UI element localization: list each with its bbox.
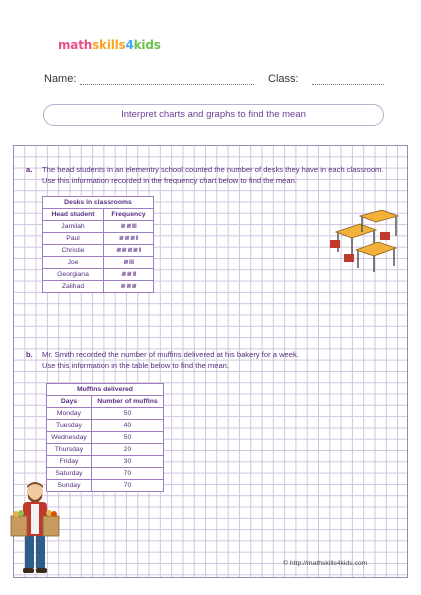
baker-icon (11, 482, 59, 573)
table-row (47, 468, 164, 480)
desk-icon (330, 210, 398, 272)
student-name: Georgiana (43, 269, 104, 281)
muffins-table-caption: Muffins delivered (47, 384, 164, 396)
classroom-desks-illustration (330, 210, 402, 272)
muffins-header-number: Number of muffins (91, 396, 163, 408)
student-name: Zalihad (43, 281, 104, 293)
desks-table-caption: Desks in classrooms (43, 197, 154, 209)
table-row (43, 221, 154, 233)
tally-marks: 𝍸 𝍸 IIII (104, 221, 154, 233)
student-name: Joe (43, 257, 104, 269)
copyright-footer: © http://mathskills4kids.com (283, 560, 368, 567)
muffin-count: 50 (91, 432, 163, 444)
day-name: Saturday (47, 468, 92, 480)
name-class-row (44, 73, 384, 89)
student-name: Paul (43, 233, 104, 245)
question-b (26, 349, 397, 372)
logo-part-kids: kids (133, 38, 161, 52)
question-a-line2: Use this information recorded in the frequency chart below to find the mean. (42, 176, 297, 186)
tally-marks: 𝍸 𝍸 𝍸 II (104, 233, 154, 245)
table-row (47, 420, 164, 432)
logo-part-4: 4 (125, 38, 134, 52)
desks-header-frequency: Frequency (104, 209, 154, 221)
tally-marks: 𝍸 𝍸 𝍸 𝍸 II (104, 245, 154, 257)
question-a (26, 164, 397, 187)
mathskills4kids-logo (58, 38, 161, 52)
question-b-line2: Use this information in the table below to find the mean. (42, 361, 229, 371)
muffins-table (46, 383, 164, 492)
muffin-count: 70 (91, 468, 163, 480)
day-name: Wednesday (47, 432, 92, 444)
muffin-count: 20 (91, 444, 163, 456)
class-field[interactable] (312, 84, 384, 85)
day-name: Monday (47, 408, 92, 420)
desks-table (42, 196, 154, 293)
question-a-line1: The head students in an elementry school counted the number of desks they have in each classroom. (42, 165, 384, 174)
question-b-number: b. (26, 350, 33, 359)
tally-marks: 𝍸 𝍸 III (104, 269, 154, 281)
muffin-count: 50 (91, 408, 163, 420)
table-row (43, 281, 154, 293)
desks-header-student: Head student (43, 209, 104, 221)
day-name: Tuesday (47, 420, 92, 432)
table-row (47, 444, 164, 456)
tally-marks: 𝍸 IIII (104, 257, 154, 269)
muffin-count: 30 (91, 456, 163, 468)
table-row (43, 269, 154, 281)
name-field[interactable] (80, 84, 254, 85)
student-name: Jamilah (43, 221, 104, 233)
table-row (47, 480, 164, 492)
muffin-count: 40 (91, 420, 163, 432)
tally-marks: 𝍸 𝍸 𝍸 (104, 281, 154, 293)
student-name: Christie (43, 245, 104, 257)
muffins-header-days: Days (47, 396, 92, 408)
table-row (47, 456, 164, 468)
logo-part-skills: skills (92, 38, 126, 52)
name-label: Name: (44, 73, 77, 85)
table-row (47, 432, 164, 444)
logo-part-math: math (58, 38, 93, 52)
question-b-line1: Mr. Smith recorded the number of muffins delivered at his bakery for a week. (42, 350, 299, 359)
class-label: Class: (268, 73, 299, 85)
baker-with-bags-illustration (8, 480, 62, 580)
question-a-number: a. (26, 165, 33, 174)
table-row (43, 245, 154, 257)
muffin-count: 70 (91, 480, 163, 492)
day-name: Sunday (47, 480, 92, 492)
table-row (43, 233, 154, 245)
worksheet-title: Interpret charts and graphs to find the mean (43, 104, 384, 126)
table-row (43, 257, 154, 269)
day-name: Thursday (47, 444, 92, 456)
table-row (47, 408, 164, 420)
day-name: Friday (47, 456, 92, 468)
